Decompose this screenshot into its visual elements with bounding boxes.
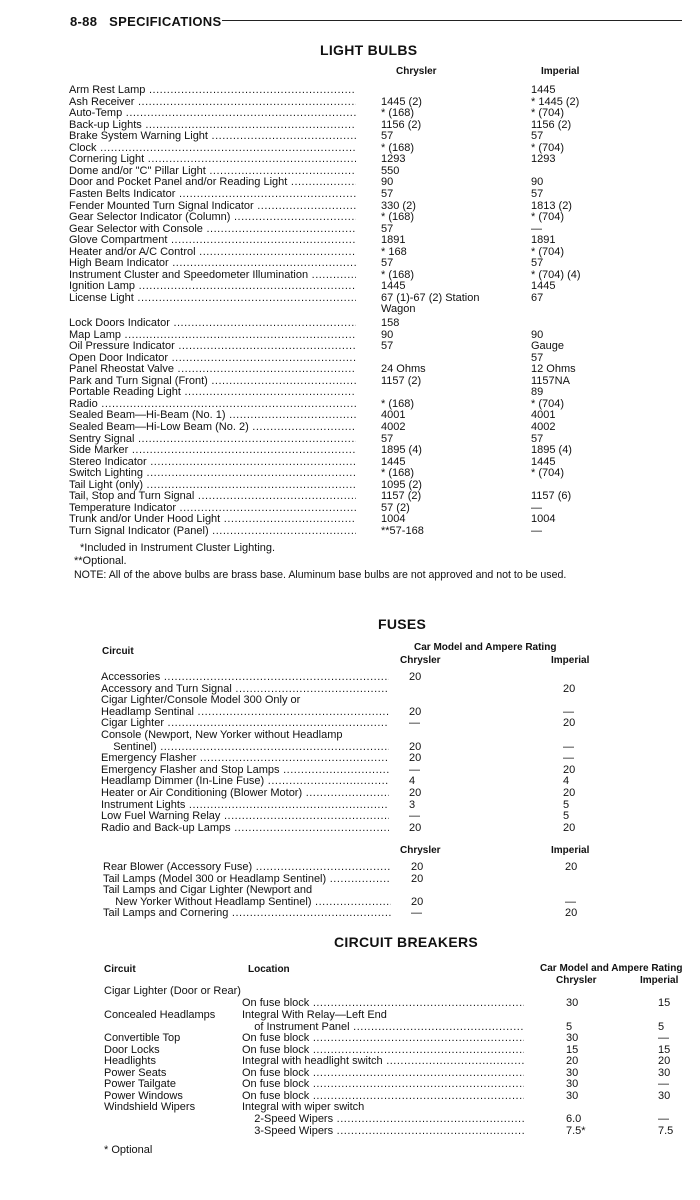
- fuse-row: [101, 811, 621, 822]
- fuse-imperial-value: 20: [563, 763, 576, 776]
- cb-col-chrysler: Chrysler: [556, 975, 597, 986]
- light-bulb-imperial-value: * (704): [531, 245, 565, 258]
- light-bulb-label: Park and Turn Signal (Front) .....: [69, 376, 356, 387]
- light-bulb-chrysler-value: 57: [381, 432, 394, 445]
- fuse-circuit-label: Headlamp Sentinal .....: [101, 707, 389, 718]
- circuit-breaker-row: [104, 986, 694, 997]
- fuse-row: [101, 753, 621, 764]
- light-bulb-label: Clock .....: [69, 143, 356, 154]
- light-bulbs-title: LIGHT BULBS: [320, 42, 418, 58]
- light-bulb-imperial-value: * (704): [531, 211, 565, 224]
- light-bulb-label: Sentry Signal .....: [69, 434, 356, 445]
- fuse-imperial-value: 20: [563, 682, 576, 695]
- circuit-breaker-row: [104, 1056, 694, 1067]
- cb-circuit-label: Power Tailgate: [104, 1078, 176, 1090]
- page-title: SPECIFICATIONS: [109, 14, 222, 29]
- light-bulb-row: [69, 293, 589, 304]
- fuse-chrysler-value: 20: [411, 872, 424, 885]
- light-bulb-label: Radio .....: [69, 399, 356, 410]
- light-bulb-row: [69, 177, 589, 188]
- fuse-circuit-label: Heater or Air Conditioning (Blower Motor) .....: [101, 788, 389, 799]
- light-bulb-chrysler-value: 57: [381, 257, 394, 270]
- fuse-imperial-value: 20: [563, 787, 576, 799]
- light-bulb-chrysler-value: Wagon: [381, 303, 416, 316]
- light-bulb-chrysler-value: 90: [381, 328, 394, 341]
- light-bulb-row: [69, 376, 589, 387]
- fuse-row: [101, 707, 621, 718]
- fuse-chrysler-value: 20: [409, 752, 422, 765]
- light-bulb-imperial-value: 1813 (2): [531, 199, 572, 212]
- light-bulb-row: [69, 422, 589, 433]
- light-bulb-label: Arm Rest Lamp .....: [69, 85, 356, 96]
- fuse-row: [101, 672, 621, 683]
- light-bulb-chrysler-value: 67 (1)-67 (2) Station: [381, 291, 480, 304]
- fuse-circuit-label: Emergency Flasher .....: [101, 753, 389, 764]
- light-bulb-chrysler-value: 1445: [381, 455, 406, 468]
- light-bulb-row: [69, 434, 589, 445]
- light-bulb-row: [69, 201, 589, 212]
- circuit-breaker-row: [104, 1126, 694, 1137]
- light-bulb-imperial-value: 1445: [531, 280, 556, 293]
- light-bulb-chrysler-value: 1004: [381, 513, 406, 526]
- circuit-breaker-row: [104, 1033, 694, 1044]
- light-bulb-label: Sealed Beam—Hi-Beam (No. 1) .....: [69, 410, 356, 421]
- fuse-row: [101, 788, 621, 799]
- light-bulbs-footnote-1: *Included in Instrument Cluster Lighting.: [80, 542, 276, 554]
- fuse-chrysler-value: 20: [409, 787, 422, 799]
- cb-location-label: 3-Speed Wipers .....: [242, 1126, 524, 1137]
- light-bulb-label: Tail, Stop and Turn Signal .....: [69, 491, 356, 502]
- cb-imperial-value: 30: [658, 1089, 671, 1102]
- light-bulb-row: [69, 154, 589, 165]
- light-bulb-imperial-value: 57: [531, 351, 544, 364]
- light-bulb-label: Fasten Belts Indicator .....: [69, 189, 356, 200]
- light-bulb-chrysler-value: 1293: [381, 153, 406, 166]
- light-bulb-imperial-value: 4001: [531, 409, 556, 422]
- light-bulb-chrysler-value: 1156 (2): [381, 118, 422, 131]
- light-bulb-label: Gear Selector with Console .....: [69, 224, 356, 235]
- light-bulb-label: Back-up Lights .....: [69, 120, 356, 131]
- cb-location-label: On fuse block .....: [242, 1079, 524, 1090]
- fuse-circuit-label: Rear Blower (Accessory Fuse) .....: [103, 862, 391, 873]
- cb-location-label: On fuse block .....: [242, 998, 524, 1009]
- light-bulb-row: [69, 212, 589, 223]
- cb-circuit-label: Concealed Headlamps: [104, 1008, 216, 1021]
- light-bulb-label: Heater and/or A/C Control .....: [69, 247, 356, 258]
- light-bulb-chrysler-value: * (168): [381, 107, 415, 120]
- cb-col-location: Location: [248, 964, 290, 975]
- cb-chrysler-value: 30: [566, 997, 579, 1009]
- light-bulb-imperial-value: 57: [531, 432, 544, 445]
- light-bulb-row: [69, 399, 589, 410]
- fuse-circuit-label: Emergency Flasher and Stop Lamps .....: [101, 765, 389, 776]
- light-bulb-chrysler-value: 330 (2): [381, 199, 416, 212]
- fuse-row: [103, 885, 623, 896]
- cb-location-label: Integral with wiper switch: [242, 1101, 365, 1113]
- light-bulb-row: [69, 410, 589, 421]
- cb-col-circuit: Circuit: [104, 964, 136, 975]
- light-bulb-chrysler-value: 1445: [381, 280, 406, 293]
- light-bulb-label: Temperature Indicator .....: [69, 503, 356, 514]
- cb-chrysler-value: 7.5*: [566, 1124, 586, 1137]
- cb-chrysler-value: 20: [566, 1055, 579, 1067]
- fuse-chrysler-value: —: [409, 763, 420, 776]
- light-bulb-imperial-value: 1157NA: [531, 374, 570, 387]
- cb-location-label: of Instrument Panel .....: [242, 1022, 524, 1033]
- cb-circuit-label: Power Seats: [104, 1066, 167, 1079]
- cb-location-label: 2-Speed Wipers .....: [242, 1114, 524, 1125]
- fuse-chrysler-value: 20: [409, 705, 422, 718]
- light-bulb-imperial-value: * (704): [531, 467, 565, 480]
- circuit-breaker-row: [104, 1114, 694, 1125]
- light-bulb-chrysler-value: * (168): [381, 467, 415, 480]
- light-bulb-row: [69, 468, 589, 479]
- fuse-row: [103, 862, 623, 873]
- light-bulb-label: Map Lamp .....: [69, 330, 356, 341]
- cb-col-rating: Car Model and Ampere Rating: [540, 963, 683, 974]
- fuse-row: [101, 730, 621, 741]
- light-bulb-imperial-value: 1157 (6): [531, 490, 572, 503]
- fuse-circuit-label: Accessory and Turn Signal .....: [101, 684, 389, 695]
- light-bulb-row: [69, 364, 589, 375]
- fuse-chrysler-value: 20: [411, 861, 424, 873]
- light-bulb-row: [69, 189, 589, 200]
- light-bulb-chrysler-value: 4001: [381, 409, 406, 422]
- light-bulb-chrysler-value: 90: [381, 176, 394, 189]
- light-bulb-row: [69, 120, 589, 131]
- cb-chrysler-value: 30: [566, 1032, 579, 1044]
- cb-imperial-value: —: [658, 1078, 669, 1090]
- light-bulb-imperial-value: 1004: [531, 513, 556, 526]
- fuses-col-imperial-b: Imperial: [551, 845, 590, 856]
- cb-imperial-value: 30: [658, 1066, 671, 1079]
- fuse-circuit-label: Accessories .....: [101, 672, 389, 683]
- light-bulb-row: [69, 224, 589, 235]
- light-bulb-label: Turn Signal Indicator (Panel) .....: [69, 526, 356, 537]
- fuse-circuit-label: Tail Lamps (Model 300 or Headlamp Sentinel) .....: [103, 874, 391, 885]
- fuses-col-chrysler-b: Chrysler: [400, 845, 441, 856]
- light-bulb-row: [69, 85, 589, 96]
- light-bulb-chrysler-value: 550: [381, 164, 400, 177]
- light-bulb-imperial-value: 1891: [531, 234, 556, 247]
- light-bulb-row: [69, 166, 589, 177]
- circuit-breaker-row: [104, 1010, 694, 1021]
- fuse-chrysler-value: 20: [409, 821, 422, 834]
- fuse-imperial-value: —: [563, 705, 574, 718]
- light-bulb-row: [69, 304, 589, 315]
- light-bulb-row: [69, 247, 589, 258]
- fuse-imperial-value: 5: [563, 798, 570, 811]
- light-bulb-imperial-value: 89: [531, 386, 544, 399]
- light-bulb-label: Fender Mounted Turn Signal Indicator .....: [69, 201, 356, 212]
- fuse-row: [101, 776, 621, 787]
- circuit-breaker-row: [104, 1068, 694, 1079]
- cb-chrysler-value: 15: [566, 1043, 579, 1056]
- cb-chrysler-value: 30: [566, 1089, 579, 1102]
- light-bulb-chrysler-value: 1157 (2): [381, 374, 422, 387]
- cb-chrysler-value: 5: [566, 1020, 573, 1033]
- light-bulb-imperial-value: * (704): [531, 141, 565, 154]
- fuses-col-circuit: Circuit: [102, 646, 134, 657]
- fuse-imperial-value: 20: [565, 907, 578, 920]
- cb-location-label: On fuse block .....: [242, 1045, 524, 1056]
- light-bulb-row: [69, 480, 589, 491]
- page-number: 8-88: [70, 14, 98, 29]
- cb-imperial-value: 20: [658, 1055, 671, 1067]
- light-bulb-imperial-value: 4002: [531, 420, 556, 433]
- light-bulb-row: [69, 526, 589, 537]
- cb-circuit-label: Cigar Lighter (Door or Rear): [104, 985, 241, 997]
- light-bulb-row: [69, 108, 589, 119]
- light-bulb-imperial-value: —: [531, 222, 542, 235]
- light-bulb-imperial-value: 90: [531, 176, 544, 189]
- fuse-imperial-value: 20: [563, 821, 576, 834]
- cb-circuit-label: Convertible Top: [104, 1032, 181, 1044]
- cb-imperial-value: 7.5: [658, 1124, 674, 1137]
- light-bulb-label: Switch Lighting .....: [69, 468, 356, 479]
- fuse-chrysler-value: 4: [409, 775, 416, 788]
- light-bulb-chrysler-value: 57: [381, 340, 394, 353]
- light-bulb-imperial-value: 12 Ohms: [531, 363, 576, 376]
- light-bulb-row: [69, 341, 589, 352]
- light-bulb-row: [69, 143, 589, 154]
- cb-circuit-label: Headlights: [104, 1055, 156, 1067]
- light-bulb-chrysler-value: 57: [381, 222, 394, 235]
- light-bulb-chrysler-value: * (168): [381, 397, 415, 410]
- circuit-breaker-row: [104, 998, 694, 1009]
- light-bulb-label: Oil Pressure Indicator .....: [69, 341, 356, 352]
- light-bulb-row: [69, 258, 589, 269]
- light-bulb-label: Sealed Beam—Hi-Low Beam (No. 2) .....: [69, 422, 356, 433]
- light-bulb-imperial-value: 57: [531, 187, 544, 200]
- light-bulb-chrysler-value: **57-168: [381, 524, 424, 537]
- fuse-circuit-label: Console (Newport, New Yorker without Headlamp: [101, 729, 343, 741]
- light-bulb-row: [69, 514, 589, 525]
- light-bulb-row: [69, 491, 589, 502]
- light-bulb-label: Trunk and/or Under Hood Light .....: [69, 514, 356, 525]
- fuse-circuit-label: Tail Lamps and Cigar Lighter (Newport and: [103, 884, 313, 897]
- fuse-row: [101, 695, 621, 706]
- light-bulb-chrysler-value: * 168: [381, 245, 407, 258]
- fuse-imperial-value: —: [563, 752, 574, 765]
- light-bulb-imperial-value: 1293: [531, 153, 556, 166]
- cb-imperial-value: —: [658, 1032, 669, 1044]
- header-rule: [222, 20, 682, 21]
- page-header: [70, 14, 221, 29]
- light-bulb-chrysler-value: * (168): [381, 141, 415, 154]
- fuse-chrysler-value: —: [411, 907, 422, 920]
- light-bulb-imperial-value: 67: [531, 291, 544, 304]
- light-bulb-label: Cornering Light .....: [69, 154, 356, 165]
- fuse-chrysler-value: 20: [409, 740, 422, 753]
- cb-imperial-value: 15: [658, 997, 671, 1009]
- fuse-circuit-label: Sentinel) .....: [101, 742, 389, 753]
- fuse-imperial-value: 20: [563, 717, 576, 730]
- light-bulb-chrysler-value: 1095 (2): [381, 478, 422, 491]
- light-bulb-label: Instrument Cluster and Speedometer Illumination .....: [69, 270, 356, 281]
- light-bulb-row: [69, 97, 589, 108]
- light-bulbs-footnote-2: **Optional.: [74, 555, 127, 567]
- light-bulb-label: Tail Light (only) .....: [69, 480, 356, 491]
- light-bulb-chrysler-value: 1157 (2): [381, 490, 422, 503]
- light-bulb-row: [69, 330, 589, 341]
- light-bulb-label: Dome and/or "C" Pillar Light .....: [69, 166, 356, 177]
- light-bulb-imperial-value: 1445: [531, 455, 556, 468]
- cb-footnote: * Optional: [104, 1144, 153, 1156]
- light-bulb-chrysler-value: 57 (2): [381, 501, 410, 514]
- light-bulb-imperial-value: 57: [531, 130, 544, 143]
- light-bulb-row: [69, 445, 589, 456]
- light-bulb-imperial-value: * 1445 (2): [531, 95, 580, 108]
- cb-location-label: On fuse block .....: [242, 1068, 524, 1079]
- light-bulb-imperial-value: 1895 (4): [531, 444, 572, 457]
- cb-location-label: Integral with headlight switch .....: [242, 1056, 524, 1067]
- fuses-col-chrysler: Chrysler: [400, 655, 441, 666]
- light-bulb-label: Lock Doors Indicator .....: [69, 318, 356, 329]
- fuse-chrysler-value: 20: [411, 895, 424, 908]
- light-bulb-imperial-value: Gauge: [531, 340, 565, 353]
- circuit-breakers-title: CIRCUIT BREAKERS: [334, 934, 479, 950]
- circuit-breaker-row: [104, 1045, 694, 1056]
- fuses-col-rating: Car Model and Ampere Rating: [414, 642, 557, 653]
- light-bulb-row: [69, 318, 589, 329]
- light-bulb-row: [69, 387, 589, 398]
- light-bulb-imperial-value: —: [531, 501, 542, 514]
- fuse-chrysler-value: —: [409, 810, 420, 823]
- fuse-row: [101, 823, 621, 834]
- fuse-circuit-label: Tail Lamps and Cornering .....: [103, 908, 391, 919]
- light-bulbs-col-chrysler: Chrysler: [396, 66, 437, 77]
- cb-circuit-label: Power Windows: [104, 1089, 183, 1102]
- circuit-breaker-row: [104, 1102, 694, 1113]
- cb-chrysler-value: 30: [566, 1066, 579, 1079]
- light-bulb-label: Portable Reading Light .....: [69, 387, 356, 398]
- cb-chrysler-value: 30: [566, 1078, 579, 1090]
- fuse-row: [101, 800, 621, 811]
- fuse-imperial-value: —: [565, 895, 576, 908]
- light-bulb-chrysler-value: 24 Ohms: [381, 363, 426, 376]
- fuse-imperial-value: 20: [565, 861, 578, 873]
- cb-location-label: On fuse block .....: [242, 1033, 524, 1044]
- light-bulb-imperial-value: 57: [531, 257, 544, 270]
- light-bulb-row: [69, 270, 589, 281]
- light-bulb-label: Auto-Temp .....: [69, 108, 356, 119]
- cb-location-label: On fuse block .....: [242, 1091, 524, 1102]
- light-bulb-imperial-value: * (704): [531, 397, 565, 410]
- fuse-imperial-value: —: [563, 740, 574, 753]
- cb-chrysler-value: 6.0: [566, 1113, 582, 1125]
- light-bulb-label: Brake System Warning Light .....: [69, 131, 356, 142]
- light-bulb-chrysler-value: 158: [381, 317, 400, 329]
- light-bulb-imperial-value: 90: [531, 328, 544, 341]
- light-bulb-label: Door and Pocket Panel and/or Reading Light .....: [69, 177, 356, 188]
- fuse-row: [103, 897, 623, 908]
- fuses-col-imperial: Imperial: [551, 655, 590, 666]
- fuse-chrysler-value: —: [409, 717, 420, 730]
- light-bulb-chrysler-value: 1445 (2): [381, 95, 422, 108]
- fuse-chrysler-value: 3: [409, 798, 416, 811]
- fuse-row: [101, 742, 621, 753]
- fuse-chrysler-value: 20: [409, 671, 422, 683]
- light-bulb-chrysler-value: 57: [381, 187, 394, 200]
- fuse-circuit-label: Cigar Lighter/Console Model 300 Only or: [101, 694, 301, 707]
- fuses-title: FUSES: [378, 616, 427, 632]
- light-bulb-chrysler-value: 1891: [381, 234, 406, 247]
- light-bulb-label: Ash Receiver .....: [69, 97, 356, 108]
- light-bulb-chrysler-value: * (168): [381, 268, 415, 281]
- light-bulb-label: Glove Compartment .....: [69, 235, 356, 246]
- fuse-circuit-label: Radio and Back-up Lamps .....: [101, 823, 389, 834]
- light-bulb-label: Side Marker .....: [69, 445, 356, 456]
- light-bulb-chrysler-value: 4002: [381, 420, 406, 433]
- fuse-circuit-label: Instrument Lights .....: [101, 800, 389, 811]
- light-bulb-imperial-value: 1445: [531, 84, 556, 96]
- light-bulb-row: [69, 457, 589, 468]
- fuse-circuit-label: Cigar Lighter .....: [101, 718, 389, 729]
- cb-imperial-value: 15: [658, 1043, 671, 1056]
- cb-imperial-value: 5: [658, 1020, 665, 1033]
- fuse-imperial-value: 4: [563, 775, 570, 788]
- light-bulb-chrysler-value: 57: [381, 130, 394, 143]
- circuit-breaker-row: [104, 1022, 694, 1033]
- light-bulb-label: Ignition Lamp .....: [69, 281, 356, 292]
- light-bulbs-col-imperial: Imperial: [541, 66, 580, 77]
- light-bulb-row: [69, 353, 589, 364]
- cb-imperial-value: —: [658, 1113, 669, 1125]
- fuse-imperial-value: 5: [563, 810, 570, 823]
- light-bulb-chrysler-value: 1895 (4): [381, 444, 422, 457]
- light-bulb-chrysler-value: * (168): [381, 211, 415, 224]
- fuse-circuit-label: New Yorker Without Headlamp Sentinel) .....: [103, 897, 391, 908]
- fuse-row: [103, 908, 623, 919]
- light-bulb-imperial-value: * (704): [531, 107, 565, 120]
- cb-circuit-label: Windshield Wipers: [104, 1101, 196, 1113]
- cb-location-label: Integral With Relay—Left End: [242, 1008, 387, 1021]
- light-bulb-imperial-value: * (704) (4): [531, 268, 581, 281]
- cb-circuit-label: Door Locks: [104, 1043, 160, 1056]
- light-bulb-row: [69, 503, 589, 514]
- cb-col-imperial: Imperial: [640, 975, 679, 986]
- fuse-circuit-label: Headlamp Dimmer (In-Line Fuse) .....: [101, 776, 389, 787]
- circuit-breaker-row: [104, 1079, 694, 1090]
- light-bulb-row: [69, 281, 589, 292]
- light-bulb-label: Panel Rheostat Valve .....: [69, 364, 356, 375]
- light-bulb-imperial-value: —: [531, 524, 542, 537]
- light-bulb-label: Open Door Indicator .....: [69, 353, 356, 364]
- light-bulb-row: [69, 235, 589, 246]
- light-bulb-label: License Light .....: [69, 293, 356, 304]
- light-bulb-row: [69, 131, 589, 142]
- light-bulb-label: Gear Selector Indicator (Column) .....: [69, 212, 356, 223]
- fuse-circuit-label: Low Fuel Warning Relay .....: [101, 811, 389, 822]
- light-bulb-label: High Beam Indicator .....: [69, 258, 356, 269]
- light-bulbs-note: NOTE: All of the above bulbs are brass base. Aluminum base bulbs are not approved and not to be used.: [74, 569, 567, 581]
- light-bulb-imperial-value: 1156 (2): [531, 118, 572, 131]
- fuse-row: [101, 765, 621, 776]
- light-bulb-label: Stereo Indicator .....: [69, 457, 356, 468]
